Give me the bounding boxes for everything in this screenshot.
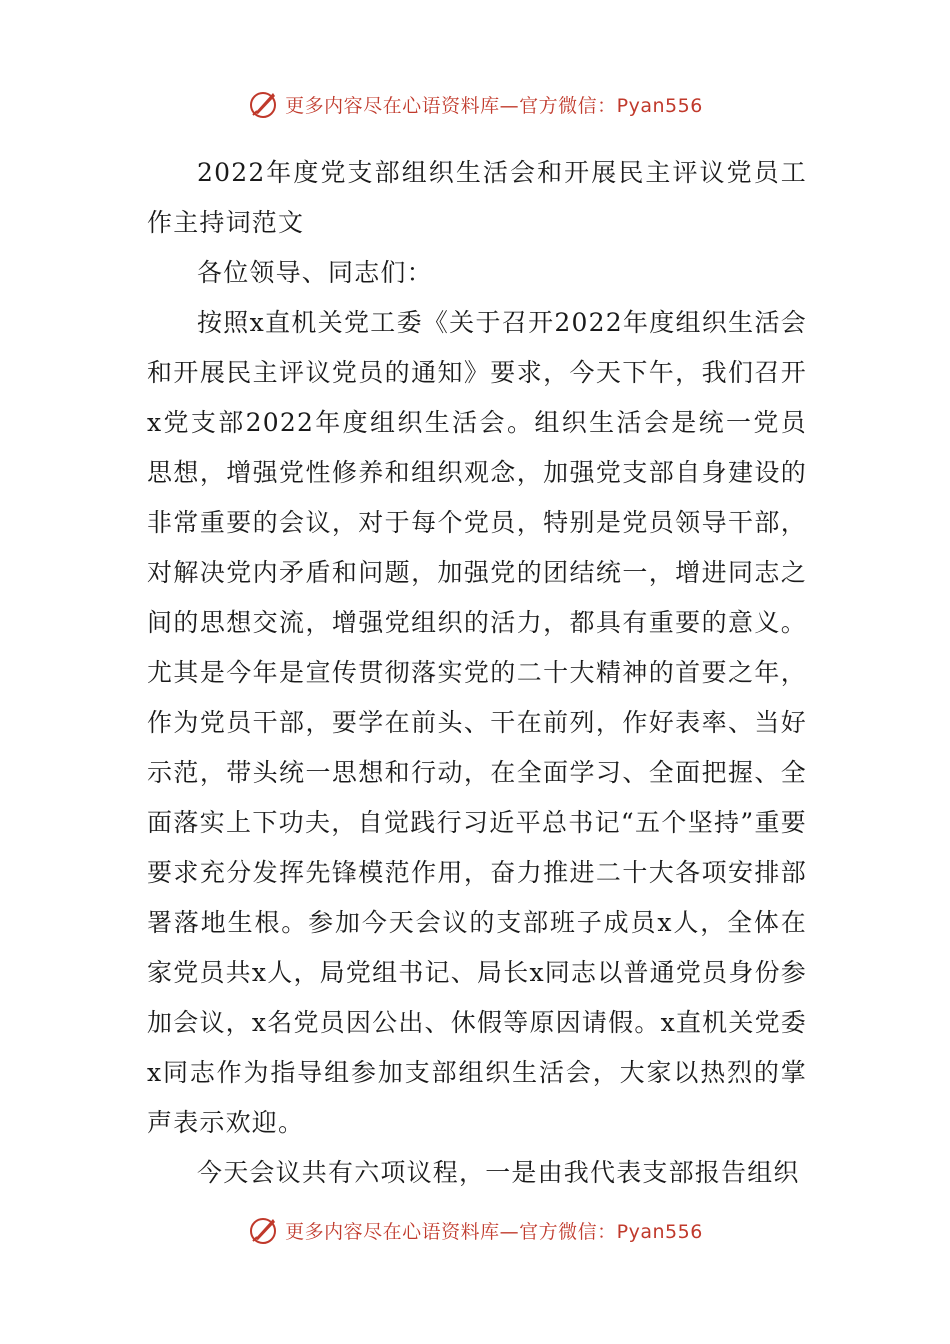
watermark-text: 更多内容尽在心语资料库—官方微信：Pyan556 <box>285 94 703 117</box>
salutation: 各位领导、同志们： <box>197 258 433 287</box>
watermark-banner-bottom <box>0 1210 950 1250</box>
paragraph: 今天会议共有六项议程，一是由我代表支部报告组织 <box>197 1158 800 1187</box>
document-title: 2022年度党支部组织生活会和开展民主评议党员工作主持词范文 <box>147 158 807 237</box>
watermark-text: 更多内容尽在心语资料库—官方微信：Pyan556 <box>285 1220 703 1243</box>
paragraph: 按照x直机关党工委《关于召开2022年度组织生活会和开展民主评议党员的通知》要求，今天下午，我们召开x党支部2022年度组织生活会。组织生活会是统一党员思想，增强党性修养和组织观念，加强党支部自身建设的非常重要的会议，对于每个党员，特别是党员领导干部，对解决党内矛盾和问题，加强党的团结统一，增进同志之间的思想交流，增强党组织的活力，都具有重要的意义。尤其是今年是宣传贯彻落实党的二十大精神的首要之年，作为党员干部，要学在前头、干在前列，作好表率、当好示范，带头统一思想和行动，在全面学习、全面把握、全面落实上下功夫，自觉践行习近平总书记“五个坚持”重要要求充分发挥先锋模范作用，奋力推进二十大各项安排部署落地生根。参加今天会议的支部班子成员x人，全体在家党员共x人，局党组书记、局长x同志以普通党员身份参加会议，x名党员因公出、休假等原因请假。x直机关党委x同志作为指导组参加支部组织生活会，大家以热烈的掌声表示欢迎。 <box>147 308 807 1137</box>
document-body <box>147 148 807 1198</box>
quill-logo-icon <box>247 1213 281 1247</box>
watermark-banner-top <box>0 84 950 124</box>
quill-logo-icon <box>247 87 281 121</box>
